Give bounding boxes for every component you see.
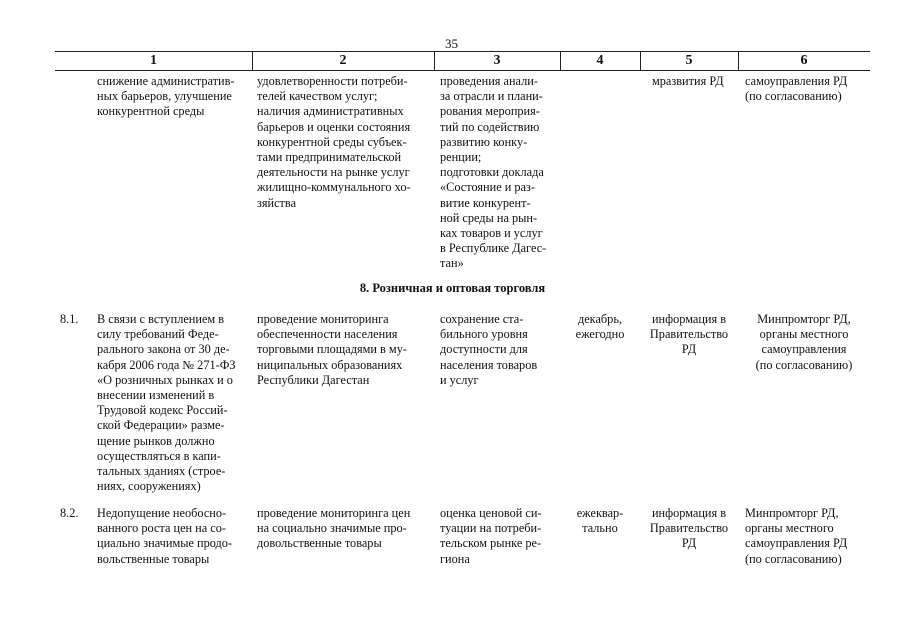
row-8-2-col-2: проведение мониторинга цен на социально значимые про- довольственные товары: [257, 506, 411, 551]
row-8-1-col-3: сохранение ста- бильного уровня доступности для населения товаров и услуг: [440, 312, 538, 387]
page-number: 35: [445, 36, 458, 51]
row-number: 8.2.: [60, 506, 79, 520]
header-col-4: 4: [596, 53, 604, 68]
row-8-1-col-1: В связи с вступлением в силу требований Феде- рального закона от 30 де- кабря 2006 года № 271-ФЗ «О розничных рынках и о внесении изменений в Трудовой кодекс Россий- ской Федерации» разме- щение рынков должно осуществляться в капи- тальных зданиях (строе- ниях, сооружениях): [97, 312, 236, 494]
continued-row-col-2: удовлетворенности потреби- телей качеством услуг; наличия административных барьеров и оценки состояния конкурентной среды субъек- тами предпринимательской деятельности на рынке услуг жилищно-коммунального хо- зяйства: [257, 74, 411, 210]
table-top-border: [55, 51, 870, 52]
table-header-bottom-border: [55, 70, 870, 71]
row-8-1-col-2: проведение мониторинга обеспеченности населения торговыми площадями в му- ниципальных образованиях Республики Дагестан: [257, 312, 407, 387]
row-8-2-col-3: оценка ценовой си- туации на потреби- тельском рынке ре- гиона: [440, 506, 542, 566]
row-8-2-col-4: ежеквар- тально: [576, 506, 624, 536]
continued-row-col-6: самоуправления РД (по согласованию): [745, 74, 848, 104]
header-col-2: 2: [339, 53, 347, 68]
header-col-1: 1: [150, 53, 157, 68]
row-8-1-col-5: информация в Правительство РД: [649, 312, 729, 357]
continued-row-col-5: мразвития РД: [652, 74, 724, 88]
row-8-1-col-4: декабрь, ежегодно: [575, 312, 625, 342]
header-col-5: 5: [685, 53, 693, 68]
header-col-6: 6: [800, 53, 808, 68]
row-8-2-col-1: Недопущение необосно- ванного роста цен на со- циально значимые продо- вольственные товары: [97, 506, 233, 566]
row-8-1-col-6: Минпромторг РД, органы местного самоуправления (по согласованию): [755, 312, 853, 372]
row-8-2-col-5: информация в Правительство РД: [649, 506, 729, 551]
continued-row-col-1: снижение административ- ных барьеров, улучшение конкурентной среды: [97, 74, 235, 119]
continued-row-col-3: проведения анали- за отрасли и плани- рования мероприя- тий по содействию развитию конку- ренции; подготовки доклада «Состояние и раз- витие конкурент- ной среды на рын- ках товаров и услуг в Республике Дагес- тан»: [440, 74, 547, 271]
section-title: 8. Розничная и оптовая торговля: [359, 281, 546, 295]
row-number: 8.1.: [60, 312, 79, 326]
header-col-3: 3: [493, 53, 501, 68]
row-8-2-col-6: Минпромторг РД, органы местного самоуправления РД (по согласованию): [745, 506, 848, 566]
